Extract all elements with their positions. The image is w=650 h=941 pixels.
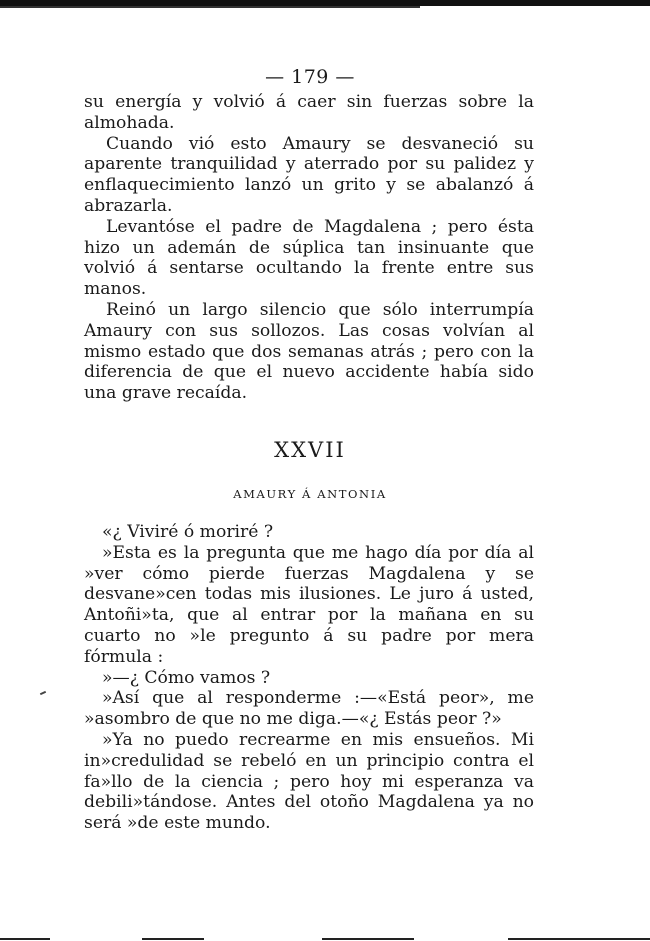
paragraph: «¿ Viviré ó moriré ? bbox=[102, 522, 274, 542]
paragraph: Reinó un largo silencio que sólo interrumpía Amaury con sus sollozos. Las cosas volvían al mismo estado que dos semanas atrás ; pero con la diferencia de que el nuevo accidente había sido una grave recaída. bbox=[84, 299, 534, 404]
paragraph: »—¿ Cómo vamos ? bbox=[102, 667, 271, 688]
paragraph: Cuando vió esto Amaury se desvaneció su aparente tranquilidad y aterrado por su palidez y enflaquecimiento lanzó un grito y se abalanzó á abrazarla. bbox=[84, 133, 534, 216]
top-text-block bbox=[84, 92, 534, 404]
paragraph: Levantóse el padre de Magdalena ; pero ésta hizo un ademán de súplica tan insinuante que volvió á sentarse ocultando la frente entre sus manos. bbox=[84, 216, 534, 300]
bottom-border-segment bbox=[142, 938, 204, 940]
paragraph: »Ya no puedo recrearme en mis ensueños. Mi in»credulidad se rebeló en un principio contra el fa»llo de la ciencia ; pero hoy mi esperanza va debili»tándose. Antes del otoño Magdalena ya no será »de este mundo. bbox=[84, 729, 534, 834]
letter-text-block bbox=[84, 522, 534, 834]
page-number: — 179 — bbox=[265, 66, 355, 88]
paragraph: »Así que al responderme :—«Está peor», me »asombro de que no me diga.—«¿ Estás peor ?» bbox=[84, 688, 534, 730]
ink-mark bbox=[40, 691, 46, 695]
top-border-thin bbox=[0, 6, 420, 8]
bottom-border-segment bbox=[322, 938, 414, 940]
paragraph: su energía y volvió á caer sin fuerzas sobre la almohada. bbox=[84, 92, 534, 133]
bottom-border-segment bbox=[508, 938, 650, 940]
bottom-border-segment bbox=[0, 938, 50, 940]
chapter-title: AMAURY Á ANTONIA bbox=[233, 487, 387, 501]
paragraph: »Esta es la pregunta que me hago día por día al »ver cómo pierde fuerzas Magdalena y se desvane»cen todas mis ilusiones. Le juro á usted, Antoñi»ta, que al entrar por la mañana en su cuarto no »le pregunto á su padre por mera fórmula : bbox=[84, 542, 534, 667]
chapter-number: XXVII bbox=[274, 438, 346, 462]
